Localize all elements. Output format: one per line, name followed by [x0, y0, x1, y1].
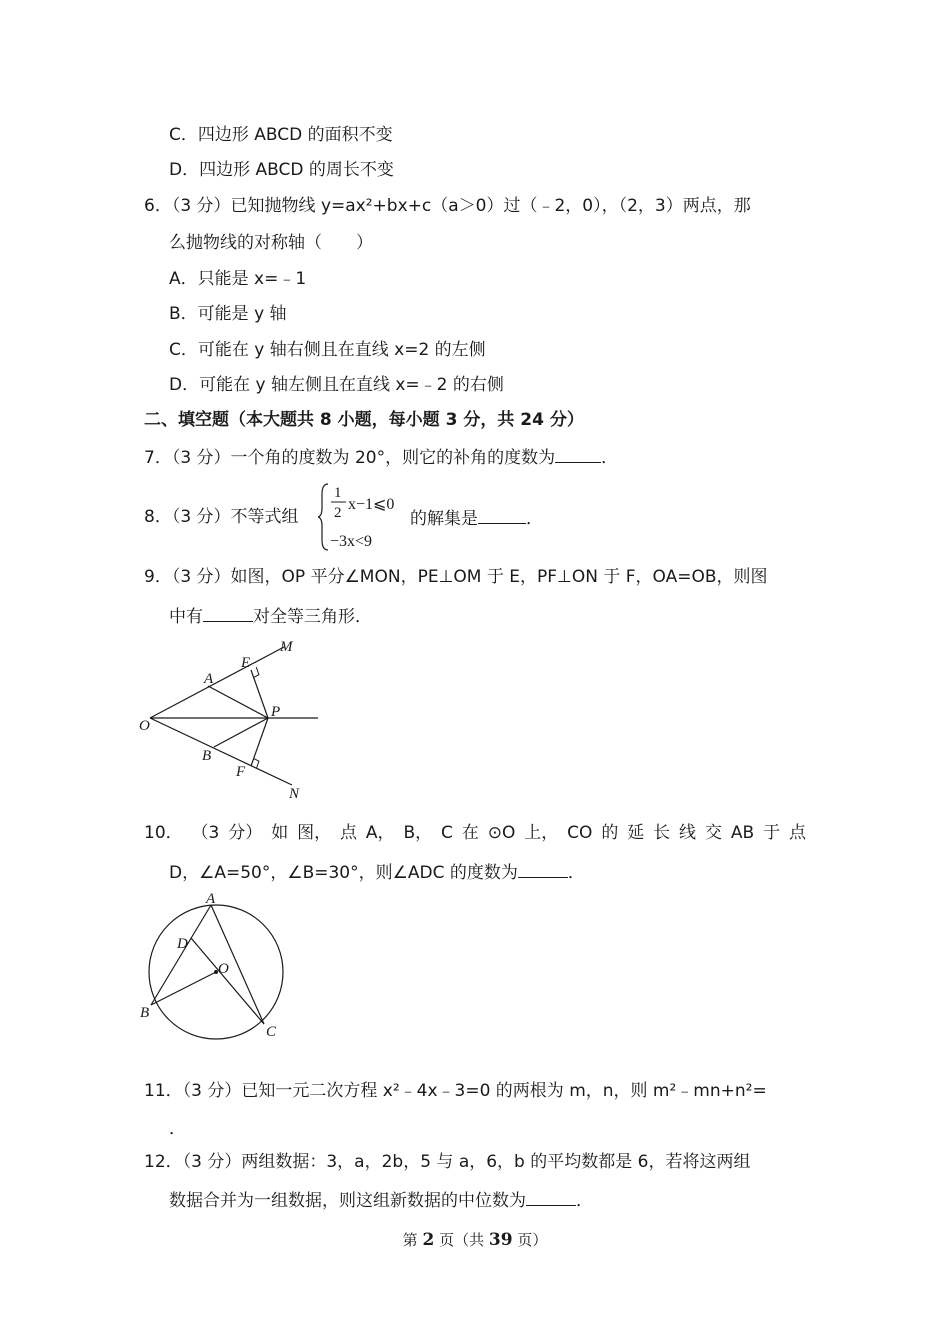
q7-stem — [144, 444, 618, 470]
q10-word: CO — [567, 823, 593, 843]
footer-total-pages: 39 — [488, 1230, 513, 1250]
q9-label-o: O — [139, 718, 150, 734]
q9-stem-line1: 9．（3 分）如图，OP 平分∠MON，PE⊥OM 于 E，PF⊥ON 于 F，OA=OB，则图 — [144, 567, 768, 587]
q10-end: ． — [567, 863, 585, 883]
q10-stem-line2 — [169, 859, 585, 885]
q10-word: 如 — [271, 823, 289, 843]
q11-end: ． — [169, 1119, 186, 1139]
q8-frac-num: 1 — [334, 485, 342, 501]
q6-option-a: A．只能是 x=﹣1 — [169, 269, 307, 289]
q12-end: ． — [576, 1191, 593, 1211]
q9-label-a: A — [204, 671, 214, 687]
q9-ray-on — [150, 718, 292, 785]
q9-label-e: E — [241, 655, 251, 671]
q7-text: 7．（3 分）一个角的度数为 20°，则它的补角的度数为 — [144, 448, 556, 468]
q8-frac-den: 2 — [334, 505, 342, 521]
q10-stem2: D，∠A=50°，∠B=30°，则∠ADC 的度数为 — [169, 863, 518, 883]
q10-word: （3 — [191, 823, 220, 843]
q10-stem-line1 — [144, 821, 806, 845]
footer-page-number: 2 — [422, 1230, 435, 1250]
footer-prefix: 第 — [402, 1231, 418, 1249]
footer-suffix: 页） — [517, 1231, 548, 1249]
q9-label-f: F — [236, 764, 246, 780]
q10-word: 点 — [340, 823, 357, 843]
q10-word: AB — [730, 823, 755, 843]
q10-word: 的 — [601, 823, 619, 843]
q8-tail — [410, 505, 543, 531]
q12-stem-line1: 12．（3 分）两组数据：3，a，2b，5 与 a，6，b 的平均数都是 6，若将这两组 — [144, 1152, 751, 1172]
footer-middle: 页（共 — [439, 1231, 485, 1249]
q10-word: 点 — [788, 823, 806, 843]
q10-word: 长 — [653, 823, 671, 843]
q10-word: 分） — [228, 823, 263, 843]
q11-stem: 11．（3 分）已知一元二次方程 x²﹣4x﹣3=0 的两根为 m，n，则 m²﹣mn+n²= — [144, 1081, 767, 1101]
q9-label-n: N — [289, 786, 300, 802]
q8-ineq2: −3x<9 — [330, 533, 373, 550]
q8-end: ． — [526, 509, 543, 529]
q9-answer-blank[interactable] — [203, 603, 253, 622]
q10-answer-blank[interactable] — [518, 859, 568, 878]
q9-label-b: B — [202, 748, 212, 764]
q10-figure — [136, 890, 296, 1040]
q9-stem-line2 — [169, 603, 372, 629]
q10-segment-cd — [191, 938, 264, 1024]
q8-inequality-system — [318, 480, 412, 554]
q10-label-a: A — [206, 891, 216, 907]
q12-answer-blank[interactable] — [526, 1187, 576, 1206]
q10-word: C — [441, 823, 453, 843]
q9-stem-b: 对全等三角形． — [253, 607, 372, 627]
q8-ineq1-rest: x−1⩽0 — [348, 496, 395, 513]
q10-label-d: D — [177, 936, 188, 952]
q10-word: 在 — [461, 823, 479, 843]
q10-word: 线 — [679, 823, 697, 843]
q10-word: 延 — [627, 823, 645, 843]
q10-word: 图， — [297, 823, 332, 843]
q10-label-b: B — [140, 1005, 150, 1021]
q5-option-d: D．四边形 ABCD 的周长不变 — [169, 160, 394, 180]
q9-label-p: P — [271, 704, 281, 720]
q10-word: 上， — [524, 823, 559, 843]
q6-stem-line1: 6．（3 分）已知抛物线 y=ax²+bx+c（a＞0）过（﹣2，0），（2，3）两点，那 — [144, 196, 751, 216]
q10-word: B， — [403, 823, 433, 843]
q9-figure — [134, 632, 324, 802]
q5-option-c: C．四边形 ABCD 的面积不变 — [169, 125, 393, 145]
q9-label-m: M — [280, 639, 293, 655]
q7-end: ． — [601, 448, 619, 468]
q7-answer-blank[interactable] — [555, 444, 601, 463]
q8-prefix: 8．（3 分）不等式组 — [144, 507, 299, 527]
q10-word: 于 — [763, 823, 781, 843]
q9-stem-a: 中有 — [169, 607, 203, 627]
page-footer — [0, 1229, 950, 1250]
q6-option-c: C．可能在 y 轴右侧且在直线 x=2 的左侧 — [169, 340, 486, 360]
q10-word: ⊙O — [487, 823, 516, 843]
q8-brace — [318, 484, 328, 550]
q10-word: 交 — [704, 823, 722, 843]
q9-right-angle-e — [254, 667, 259, 677]
q12-stem2: 数据合并为一组数据，则这组新数据的中位数为 — [169, 1191, 526, 1211]
q10-word: 10． — [144, 823, 183, 843]
q10-label-c: C — [266, 1024, 277, 1040]
q8-suffix: 的解集是 — [410, 509, 478, 529]
q12-stem-line2 — [169, 1187, 593, 1213]
section-heading: 二、填空题（本大题共 8 小题，每小题 3 分，共 24 分） — [144, 410, 584, 430]
q8-answer-blank[interactable] — [478, 505, 526, 524]
q6-option-b: B．可能是 y 轴 — [169, 304, 287, 324]
q10-word: A， — [365, 823, 395, 843]
q6-stem-line2: 么抛物线的对称轴（ ） — [169, 233, 373, 253]
q10-label-o: O — [218, 961, 229, 977]
q6-option-d: D．可能在 y 轴左侧且在直线 x=﹣2 的右侧 — [169, 375, 504, 395]
